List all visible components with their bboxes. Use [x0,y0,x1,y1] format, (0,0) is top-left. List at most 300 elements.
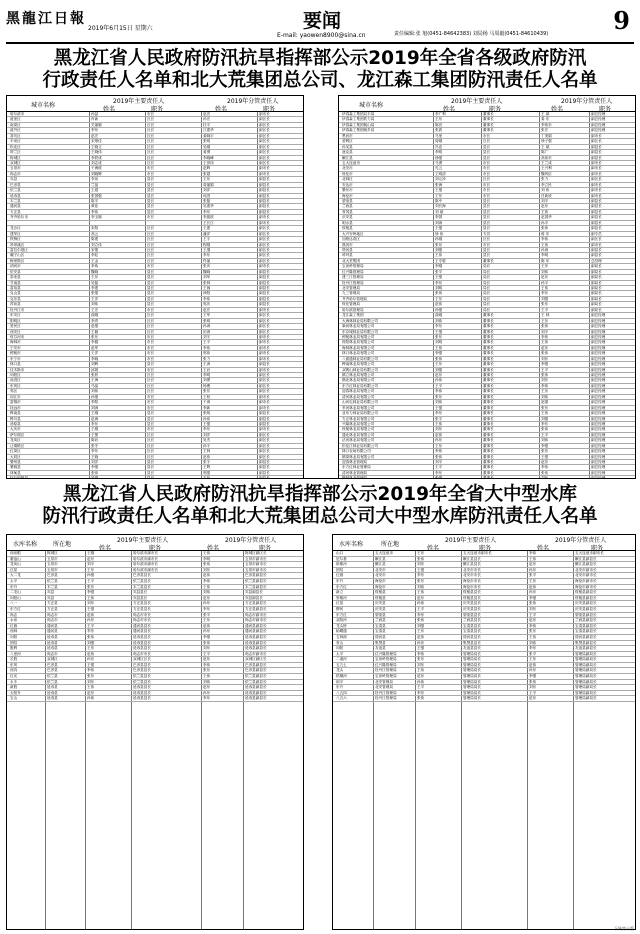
cell-sub-name: 王世伟 [203,160,214,165]
cell-reservoir: 长胜 [10,657,18,662]
cell-sub-name: 李伟东 [541,122,552,127]
cell-main-name: 徐 伟 [435,231,444,236]
cell-main-post: 县长 [147,193,155,198]
cell-sub-name: 王平 [541,367,549,372]
cell-city: 黑河市 [342,133,353,138]
cell-main-post: 宝清县县长 [463,623,481,628]
table-body [7,112,303,478]
cell-main-name: 张海 [435,182,443,187]
headline-bottom [6,484,634,528]
cell-sub-name: 刘东 [529,606,537,611]
cell-sub-post: 副总经理 [591,465,606,470]
cell-sub-post: 副市长 [259,307,270,312]
cell-sub-post: 副市长 [259,367,270,372]
cell-sub-name: 刘东 [541,378,549,383]
cell-sub-post: 副总经理 [591,378,606,383]
cell-reservoir: 向阳 [10,634,18,639]
cell-sub-post: 副总经理 [591,351,606,356]
cell-sub-post: 副局长 [591,280,602,285]
cell-sub-name: 张林 [203,280,211,285]
cell-main-post: 局长 [483,286,491,290]
cell-sub-post: 延寿县副县长 [245,646,267,651]
cell-sub-post: 副县长 [591,155,602,160]
cell-main-name: 张国强 [91,193,102,198]
cell-main-post: 尚志市市长 [133,612,151,617]
cell-sub-name: 张东 [541,405,549,410]
cell-main-name: 张欣 [91,373,99,377]
cell-main-post: 延寿县县长 [133,640,151,645]
cell-main-name: 张平 [435,416,443,421]
cell-sub-name: 李伟 [203,662,211,667]
cell-main-post: 市长 [483,182,491,187]
cell-city: 北安市 [342,166,353,171]
cell-main-name: 王强 [87,662,95,667]
cell-sub-name: 李伟 [541,465,549,470]
cell-main-post: 绥棱县县长 [463,595,481,600]
cell-location: 延寿县 [47,640,58,645]
cell-sub-post: 副区长 [259,253,270,258]
cell-main-name: 李玉刚 [91,215,102,220]
cell-sub-name: 赵伟 [203,454,211,459]
cell-reservoir: 山口 [336,551,344,555]
cell-sub-post: 嫩江县副县长 [575,562,597,567]
cell-sub-name: 姜 东 [541,117,550,122]
cell-sub-post: 副区长 [259,258,270,263]
cell-sub-post: 副县长 [259,269,270,274]
cell-sub-name: 孙伟 [203,416,211,421]
cell-sub-post: 木兰县副县长 [245,584,267,589]
cell-main-post: 区长 [147,117,155,122]
cell-city: 木兰县 [10,199,21,203]
cell-sub-post: 望奎县副县长 [575,612,597,617]
cell-sub-name: 刘勇 [203,378,211,383]
cell-sub-post: 依兰县副县长 [245,578,267,583]
cell-sub-name: 孙涛 [541,247,549,252]
cell-sub-name: 李明 [541,253,549,258]
cell-main-post: 依兰县县长 [133,679,151,684]
cell-sub-post: 副市长 [591,193,602,198]
cell-location: 宝泉岭管理局 [375,674,397,679]
cell-main-post: 区长 [147,318,155,323]
cell-main-name: 张波 [435,128,443,133]
cell-main-post: 区长 [147,247,155,252]
cell-sub-post: 兰西县副县长 [575,618,597,623]
cell-city: 抚远市 [10,405,21,410]
table-reservoir-right [332,534,636,930]
cell-main-name: 孙强 [435,307,443,312]
cell-main-post: 方正县县长 [133,606,151,611]
cell-sub-name: 郭强 [203,470,211,475]
cell-sub-name: 王平 [541,432,549,437]
cell-sub-name: 孙东 [529,590,537,595]
cell-reservoir: 大二龙 [10,573,21,578]
cell-main-name: 赵宏 [91,133,99,138]
cell-main-post: 县长 [147,302,155,307]
cell-main-name: 王强 [435,405,443,410]
cell-main-post: 庆安县县长 [463,606,481,611]
cell-main-post: 董事长 [483,389,494,394]
cell-city: 林口农场有限公司 [342,449,371,454]
cell-sub-name: 赵东 [203,595,211,600]
cell-sub-post: 副市长 [259,220,270,225]
cell-sub-post: 宝清县副县长 [575,629,597,634]
cell-location: 尚志市 [47,612,58,617]
cell-city: 拜泉县 [10,302,21,307]
cell-city: 迎春林业局有限公司 [342,389,375,394]
cell-main-name: 李伟 [91,209,99,214]
cell-main-name: 张伟 [435,291,443,296]
col-name: 姓名 [537,545,550,552]
cell-main-post: 区长 [483,237,491,242]
cell-city: 宁安市 [10,345,21,350]
cell-sub-post: 副总经理 [591,454,606,459]
cell-main-post: 管理局局长 [463,679,481,684]
cell-main-post: 依兰县县长 [133,578,151,583]
cell-location: 红兴隆管理局 [375,662,397,667]
cell-sub-name: 王平 [203,651,211,656]
cell-main-post: 董事长 [483,460,494,464]
cell-location: 宾县 [47,590,55,595]
cell-main-name: 王强 [435,188,443,193]
group-sub: 2019年分管责任人 [555,537,607,544]
group-main: 2019年主要责任人 [451,98,503,105]
cell-sub-post: 副区长 [259,454,270,459]
cell-sub-post: 副总经理 [591,443,606,448]
cell-main-name: 张伟 [417,618,425,623]
cell-city: 让胡路区 [10,443,25,448]
cell-sub-name: 张平 [529,573,537,578]
cell-main-name: 王刚 [91,411,99,416]
cell-sub-name: 孙东 [203,629,211,634]
cell-city: 绥化市 [342,171,353,176]
cell-location: 北安市 [375,567,386,572]
cell-main-name: 李伟 [417,651,425,656]
cell-city: 五大连池市 [342,160,360,165]
cell-city: 大同区 [10,454,21,459]
cell-city: 鹤北林业局有限公司 [342,378,375,383]
cell-sub-post: 副县长 [259,302,270,307]
cell-sub-name: 王东 [529,578,537,583]
cell-sub-name: 王军 [203,313,211,318]
cell-main-name: 陈亮 [435,122,443,127]
cell-main-post: 县长 [147,182,155,187]
cell-main-name: 孙喆 [91,112,99,116]
cell-sub-name: 王东 [529,657,537,662]
cell-sub-name: 佟丽 [203,258,211,263]
cell-main-post: 区长 [147,438,155,443]
cell-main-post: 县长 [147,269,155,274]
cell-sub-post: 副县长 [591,247,602,252]
cell-city: 北安管理局 [342,286,360,290]
cell-main-post: 市长 [147,427,155,432]
cell-main-name: 刘伟 [91,389,99,394]
cell-city: 北大荒集团 [342,258,360,263]
cell-main-post: 县长 [147,177,155,182]
cell-main-name: 张强 [91,291,99,296]
cell-sub-name: 刘伟 [203,590,211,595]
cell-main-post: 董事长 [483,465,494,470]
cell-sub-post: 尚志市副市长 [245,612,267,617]
cell-main-name: 王宏 [91,307,99,312]
cell-sub-post: 副县长 [259,209,270,214]
page-number: 9 [613,6,630,35]
cell-reservoir: 五九七 [336,662,347,667]
cell-main-name: 刘东 [417,562,425,567]
cell-location: 饶河县 [375,634,386,639]
cell-reservoir: 八五六 [336,696,347,701]
cell-main-name: 李东 [417,612,425,617]
cell-sub-name: 张东 [541,449,549,454]
cell-city: 昂昂溪区 [10,242,25,247]
cell-main-name: 赵东 [87,556,95,561]
cell-city: 柴河林业局有限公司 [342,324,375,329]
cell-location: 绥棱县 [375,590,386,595]
cell-city: 望奎县 [342,199,353,203]
cell-sub-name: 李伟 [529,551,537,555]
cell-main-name: 王伟 [417,668,425,673]
cell-main-name: 孙刚 [435,237,443,242]
cell-main-name: 王蕾 [91,432,99,437]
cell-main-post: 市长 [147,351,155,356]
cell-location: 牡丹江管理局 [375,696,397,701]
cell-main-name: 张东 [417,657,425,662]
cell-city: 呼玛县 [342,253,353,258]
cell-main-name: 王强 [417,567,425,572]
cell-sub-post: 副总经理 [591,324,606,329]
cell-sub-name: 徐子强 [541,139,552,144]
cell-location: 延寿县 [47,685,58,690]
cell-reservoir: 红星 [336,601,344,606]
cell-city: 甘南县 [10,280,21,285]
cell-main-name: 孙强 [87,573,95,578]
cell-location: 嫩江县 [375,556,386,561]
cell-main-name: 李建 [91,286,99,290]
cell-reservoir: 东升 [336,578,344,583]
cell-main-name: 王东 [435,193,443,198]
cell-sub-name: 王强 [541,454,549,459]
cell-sub-post: 副区长 [259,226,270,231]
cell-main-post: 区长 [147,258,155,263]
cell-main-name: 王东 [435,296,443,301]
cell-sub-name: 刘洋 [203,432,211,437]
cell-main-post: 市长 [147,171,155,176]
cell-main-post: 嫩江县县长 [463,562,481,567]
cell-sub-name: 王强 [203,421,211,426]
cell-sub-name: 赵伟 [203,623,211,628]
cell-reservoir: 胜利 [10,646,18,651]
cell-city: 穆棱林业局有限公司 [342,334,375,339]
cell-main-post: 市长 [147,340,155,345]
cell-main-name: 王平 [435,383,443,388]
cell-sub-post: 副市长 [259,166,270,171]
cell-sub-name: 王蓉 [203,286,211,290]
cell-sub-name: 吕新欣 [541,193,552,198]
cell-sub-name: 刘东 [529,685,537,690]
cell-city: 双鸭山林业局有限公司 [342,367,378,372]
cell-sub-name: 赵辉 [203,166,211,171]
cell-city: 肇源县 [10,465,21,470]
cell-sub-name: 王平 [541,307,549,312]
cell-sub-name: 于涛 [203,400,211,405]
cell-reservoir: 柳河 [336,606,344,611]
cell-main-name: 冯忠 [435,144,443,149]
cell-main-name: 张冬 [91,443,99,448]
cell-main-post: 市长 [147,264,155,269]
cell-main-name: 赵强 [91,324,99,329]
cell-main-post: 区长 [147,139,155,144]
cell-sub-post: 集贤县副县长 [575,640,597,645]
col-name: 姓名 [427,545,440,552]
cell-main-name: 李伟 [91,264,99,269]
cell-sub-post: 副县长 [259,275,270,280]
cell-main-post: 董事长 [483,313,494,318]
cell-location: 阿城区 [47,551,58,555]
table-row [7,696,303,702]
cell-reservoir: 太阳升 [10,690,21,695]
cell-sub-name: 王兴利 [541,166,552,171]
cell-main-name: 孙伟 [417,601,425,606]
cell-main-name: 于海波 [91,166,102,171]
cell-sub-post: 副县长 [591,253,602,258]
cell-sub-post: 副总经理 [591,117,606,122]
cell-main-post: 友谊县县长 [463,646,481,651]
cell-sub-post: 副县长 [259,296,270,301]
cell-sub-name: 赵国华 [541,215,552,220]
cell-main-post: 北安市市长 [463,567,481,572]
cell-main-name: 王明清 [435,171,446,176]
cell-sub-name: 张伟 [541,470,549,475]
cell-reservoir: 团结 [336,567,344,572]
cell-reservoir: 东方红 [10,606,21,611]
cell-sub-post: 副局长 [591,275,602,280]
cell-sub-name: 李伟 [541,334,549,339]
cell-location: 依兰县 [47,674,58,679]
cell-sub-name: 李强 [541,362,549,367]
cell-main-post: 局长 [483,269,491,274]
cell-sub-name: 李伟 [203,345,211,350]
cell-main-post: 县长 [147,460,155,464]
cell-main-name: 刘辉 [91,362,99,367]
cell-city: 鹤立林业局有限公司 [342,373,375,377]
cell-main-post: 区长 [147,378,155,383]
cell-reservoir: 红旗 [10,623,18,628]
cell-sub-post: 管理局副局长 [575,674,597,679]
cell-sub-name: 张超 [203,171,211,176]
cell-sub-name: 赵伟 [203,573,211,578]
cell-main-post: 县长 [147,204,155,209]
cell-sub-post: 副总经理 [591,405,606,410]
cell-main-post: 宾县县长 [133,590,148,595]
cell-sub-post: 副总经理 [591,421,606,426]
cell-city: 讷河市 [10,264,21,269]
cell-main-post: 县长 [483,150,491,155]
cell-city: 清河林业局有限公司 [342,394,375,399]
cell-main-post: 董事长 [483,470,494,475]
cell-sub-name: 王伟 [203,674,211,679]
cell-main-name: 宋维佳 [91,139,102,144]
cell-sub-post: 副县长 [591,209,602,214]
cell-city: 郊区 [10,389,18,394]
cell-sub-post: 副市长 [591,182,602,187]
cell-sub-post: 巴彦县副县长 [245,662,267,667]
cell-reservoir: 五林洞 [336,634,347,639]
cell-city: 南岗区 [10,122,21,127]
cell-sub-name: 孙东 [529,567,537,572]
cell-sub-name: 张平 [529,651,537,656]
cell-main-name: 李青 [91,318,99,323]
cell-city: 富裕县 [10,286,21,290]
headline-bottom-line2: 防汛行政责任人名单和北大荒集团总公司大中型水库防汛责任人名单 [42,506,598,527]
cell-main-name: 孙东 [87,618,95,623]
cell-main-name: 张伟 [417,696,425,701]
cell-sub-post: 副总经理 [591,334,606,339]
cell-sub-name: 丁美娟 [541,133,552,138]
cell-city: 嫩江县 [342,155,353,160]
cell-main-post: 管理局局长 [463,685,481,690]
cell-main-post: 市长 [147,400,155,405]
cell-main-name: 刘平 [435,460,443,464]
cell-city: 巴彦县 [10,182,21,187]
cell-main-post: 董事长 [483,324,494,329]
cell-main-name: 张伟 [91,470,99,475]
cell-city: 呼兰区 [10,150,21,155]
cell-main-name: 孙东 [417,640,425,645]
cell-main-name: 孙东 [87,657,95,662]
cell-city: 东宁市 [10,356,21,361]
cell-main-name: 马里 [435,133,443,138]
cell-sub-name: 程刚 [203,242,211,247]
cell-sub-post: 副总经理 [591,318,606,323]
cell-city: 爱辉区 [342,139,353,144]
cell-location: 兰西县 [375,618,386,623]
cell-sub-post: 五常市副市长 [245,556,267,561]
cell-location: 绥棱县 [375,595,386,600]
cell-reservoir: 龙头桥 [336,623,347,628]
cell-location: 海伦市 [375,584,386,589]
cell-city: 富拉尔基区 [10,247,28,252]
cell-sub-post: 副总经理 [591,416,606,421]
cell-sub-post: 副区长 [259,324,270,329]
cell-main-post: 董事长 [483,367,494,372]
cell-main-post: 县长 [147,188,155,193]
cell-location: 牡丹江管理局 [375,690,397,695]
cell-main-post: 哈尔滨市副市长 [133,567,159,572]
cell-city: 林口林业局有限公司 [342,351,375,356]
cell-main-post: 尚志市市长 [133,618,151,623]
cell-sub-post: 副县长 [259,460,270,464]
cell-city: 依兰县 [10,188,21,193]
col-post: 职务 [489,106,502,113]
cell-location: 通河县 [47,629,58,634]
cell-city: 东风区 [10,383,21,388]
cell-main-name: 孔云 [435,166,443,171]
cell-location: 望奎县 [375,612,386,617]
cell-sub-post: 副市长 [591,242,602,247]
cell-sub-post: 副市长 [259,351,270,356]
cell-sub-post: 副市长 [259,427,270,432]
cell-sub-post: 副区长 [259,122,270,127]
cell-main-post: 绥棱县县长 [463,590,481,595]
col-name: 姓名 [99,545,112,552]
cell-sub-name: 王 斌 [541,112,550,116]
cell-city: 安达市 [342,182,353,187]
cell-sub-name: 赵东 [541,460,549,464]
cell-sub-name: 刘东 [203,646,211,651]
cell-reservoir: 新立 [336,590,344,595]
cell-city: 明水县 [342,220,353,225]
cell-main-post: 市长 [483,133,491,138]
cell-sub-post: 副县长 [591,199,602,203]
